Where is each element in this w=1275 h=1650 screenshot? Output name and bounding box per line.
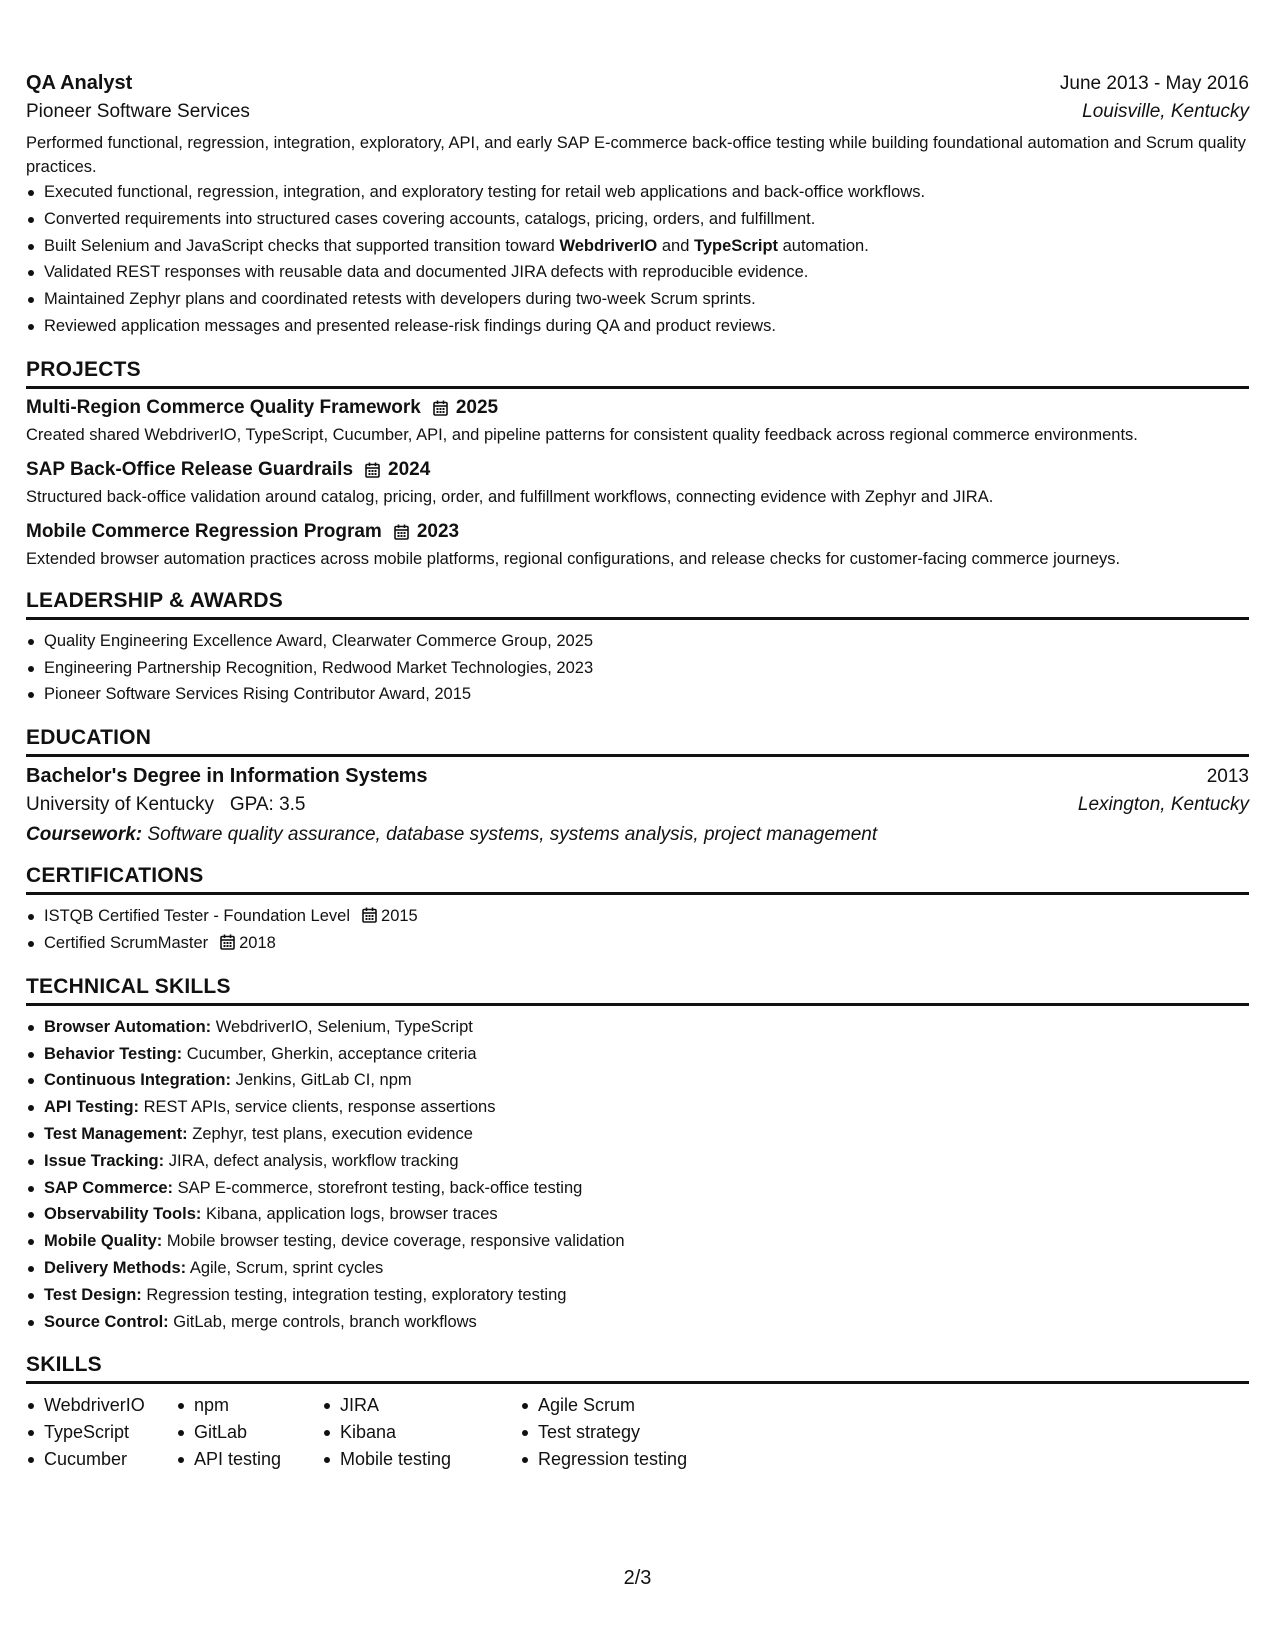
- skill-label: Continuous Integration:: [44, 1071, 231, 1090]
- list-item: Kibana: [340, 1419, 510, 1446]
- project-description: Created shared WebdriverIO, TypeScript, Cucumber, API, and pipeline patterns for consistent quality feedback across regional commerce environments.: [26, 425, 1138, 444]
- technical-skills-list: [26, 1014, 1249, 1336]
- project-year: 2025: [455, 396, 499, 418]
- project-year: 2024: [388, 458, 431, 480]
- calendar-icon: [433, 400, 448, 416]
- list-item: [44, 1067, 1249, 1094]
- section-title-education: EDUCATION: [26, 726, 1249, 757]
- awards-list: [26, 628, 1249, 708]
- skill-label: SAP Commerce:: [44, 1178, 173, 1197]
- education-school-line: [26, 794, 306, 816]
- bullet-text: automation.: [778, 236, 869, 255]
- list-item: Cucumber: [44, 1446, 166, 1473]
- list-item: [44, 1309, 1249, 1336]
- skills-column: [520, 1392, 738, 1473]
- list-item: Converted requirements into structured cases covering accounts, catalogs, pricing, orders, and fulfillment.: [44, 206, 1249, 233]
- list-item: [44, 1014, 1249, 1041]
- list-item: [44, 1121, 1249, 1148]
- section-title-awards: LEADERSHIP & AWARDS: [26, 589, 1249, 620]
- list-item: Agile Scrum: [538, 1392, 738, 1419]
- project-description: Structured back-office validation around catalog, pricing, order, and fulfillment workflows, connecting evidence with Zephyr and JIRA.: [26, 487, 994, 506]
- job-bullets: [26, 179, 1249, 340]
- project-item: [26, 397, 1249, 447]
- education-degree: Bachelor's Degree in Information Systems: [26, 765, 428, 788]
- project-year: 2023: [416, 520, 460, 542]
- job-entry: [26, 72, 1249, 340]
- coursework-text: Software quality assurance, database systems, systems analysis, project management: [147, 824, 878, 846]
- education-subheader: [26, 794, 1249, 816]
- list-item: [44, 1255, 1249, 1282]
- bullet-text: and: [657, 236, 694, 255]
- list-item: TypeScript: [44, 1419, 166, 1446]
- skill-label: Source Control:: [44, 1312, 169, 1331]
- bullet-bold-text: TypeScript: [693, 236, 779, 255]
- skill-value: SAP E-commerce, storefront testing, back-office testing: [177, 1178, 583, 1197]
- list-item: Maintained Zephyr plans and coordinated retests with developers during two-week Scrum sprints.: [44, 286, 1249, 313]
- list-item: Quality Engineering Excellence Award, Clearwater Commerce Group, 2025: [44, 628, 1249, 655]
- job-company: Pioneer Software Services: [26, 101, 250, 122]
- skills-column: [322, 1392, 510, 1473]
- project-header: [26, 397, 1249, 419]
- list-item: GitLab: [194, 1419, 312, 1446]
- job-header: [26, 72, 1249, 95]
- list-item: [44, 903, 1249, 930]
- skill-value: GitLab, merge controls, branch workflows: [173, 1312, 477, 1331]
- education-year: 2013: [1206, 766, 1249, 788]
- skill-label: API Testing:: [44, 1098, 140, 1117]
- section-title-certifications: CERTIFICATIONS: [26, 864, 1249, 895]
- list-item: WebdriverIO: [44, 1392, 166, 1419]
- list-item: [44, 1201, 1249, 1228]
- skills-column: [176, 1392, 312, 1473]
- list-item: [44, 233, 1249, 260]
- section-title-projects: PROJECTS: [26, 358, 1249, 389]
- job-dates: June 2013 - May 2016: [1059, 73, 1249, 94]
- list-item: npm: [194, 1392, 312, 1419]
- list-item: Engineering Partnership Recognition, Redwood Market Technologies, 2023: [44, 655, 1249, 682]
- list-item: [44, 1228, 1249, 1255]
- coursework-label: Coursework:: [26, 824, 143, 846]
- skill-value: Agile, Scrum, sprint cycles: [189, 1258, 384, 1277]
- list-item: [44, 1148, 1249, 1175]
- job-subheader: [26, 101, 1249, 123]
- skill-label: Test Management:: [44, 1124, 188, 1143]
- bullet-text: Built Selenium and JavaScript checks that supported transition toward: [44, 236, 560, 255]
- project-item: [26, 521, 1249, 571]
- skill-value: Jenkins, GitLab CI, npm: [235, 1071, 412, 1090]
- skill-label: Behavior Testing:: [44, 1044, 183, 1063]
- list-item: Test strategy: [538, 1419, 738, 1446]
- skill-value: Cucumber, Gherkin, acceptance criteria: [186, 1044, 477, 1063]
- skill-value: WebdriverIO, Selenium, TypeScript: [215, 1017, 473, 1036]
- certification-name: Certified ScrumMaster: [44, 933, 209, 952]
- certifications-list: [26, 903, 1249, 957]
- list-item: Pioneer Software Services Rising Contributor Award, 2015: [44, 681, 1249, 708]
- certification-year: 2015: [381, 907, 418, 926]
- calendar-icon: [365, 462, 380, 478]
- education-school: University of Kentucky: [26, 794, 214, 816]
- job-title: QA Analyst: [26, 72, 133, 94]
- job-location: Louisville, Kentucky: [1082, 101, 1249, 122]
- list-item: Executed functional, regression, integration, and exploratory testing for retail web applications and back-office workflows.: [44, 179, 1249, 206]
- project-name: Mobile Commerce Regression Program: [26, 520, 382, 542]
- list-item: JIRA: [340, 1392, 510, 1419]
- calendar-icon: [394, 524, 409, 540]
- list-item: Validated REST responses with reusable data and documented JIRA defects with reproducible evidence.: [44, 259, 1249, 286]
- skill-label: Browser Automation:: [44, 1017, 212, 1036]
- certification-name: ISTQB Certified Tester - Foundation Level: [44, 907, 351, 926]
- skill-value: REST APIs, service clients, response assertions: [143, 1098, 496, 1117]
- skill-label: Mobile Quality:: [44, 1232, 163, 1251]
- calendar-icon: [362, 907, 377, 923]
- project-item: [26, 459, 1249, 509]
- list-item: [44, 1282, 1249, 1309]
- section-title-skills: SKILLS: [26, 1353, 1249, 1384]
- calendar-icon: [220, 934, 235, 950]
- education-gpa: GPA: 3.5: [229, 794, 306, 816]
- certification-year: 2018: [239, 933, 276, 952]
- education-header: [26, 765, 1249, 788]
- skill-label: Test Design:: [44, 1285, 142, 1304]
- education-location: Lexington, Kentucky: [1077, 794, 1249, 816]
- project-name: SAP Back-Office Release Guardrails: [26, 458, 354, 480]
- skill-value: Mobile browser testing, device coverage, responsive validation: [166, 1232, 625, 1251]
- skill-label: Delivery Methods:: [44, 1258, 187, 1277]
- list-item: Mobile testing: [340, 1446, 510, 1473]
- project-description: Extended browser automation practices across mobile platforms, regional configurations, and release checks for customer-facing commerce journeys.: [26, 549, 1121, 568]
- skill-value: Zephyr, test plans, execution evidence: [192, 1124, 473, 1143]
- project-header: [26, 521, 1249, 543]
- skill-value: JIRA, defect analysis, workflow tracking: [168, 1151, 459, 1170]
- job-summary: Performed functional, regression, integration, exploratory, API, and early SAP E-commerce back-office testing while building foundational automation and Scrum quality practices.: [26, 134, 1246, 176]
- education-coursework: [26, 824, 1249, 846]
- page-number: 2/3: [623, 1567, 652, 1589]
- bullet-bold-text: WebdriverIO: [559, 236, 658, 255]
- list-item: [44, 1175, 1249, 1202]
- section-title-technical-skills: TECHNICAL SKILLS: [26, 975, 1249, 1006]
- project-header: [26, 459, 1249, 481]
- list-item: [44, 930, 1249, 957]
- skills-column: [26, 1392, 166, 1473]
- skills-columns: [26, 1392, 1249, 1473]
- list-item: Regression testing: [538, 1446, 738, 1473]
- list-item: [44, 1094, 1249, 1121]
- list-item: [44, 1041, 1249, 1068]
- skill-value: Kibana, application logs, browser traces: [206, 1205, 498, 1224]
- list-item: Reviewed application messages and presented release-risk findings during QA and product reviews.: [44, 313, 1249, 340]
- project-name: Multi-Region Commerce Quality Framework: [26, 396, 421, 418]
- skill-value: Regression testing, integration testing, exploratory testing: [146, 1285, 567, 1304]
- list-item: API testing: [194, 1446, 312, 1473]
- education-entry: [26, 765, 1249, 846]
- skill-label: Issue Tracking:: [44, 1151, 165, 1170]
- skill-label: Observability Tools:: [44, 1205, 202, 1224]
